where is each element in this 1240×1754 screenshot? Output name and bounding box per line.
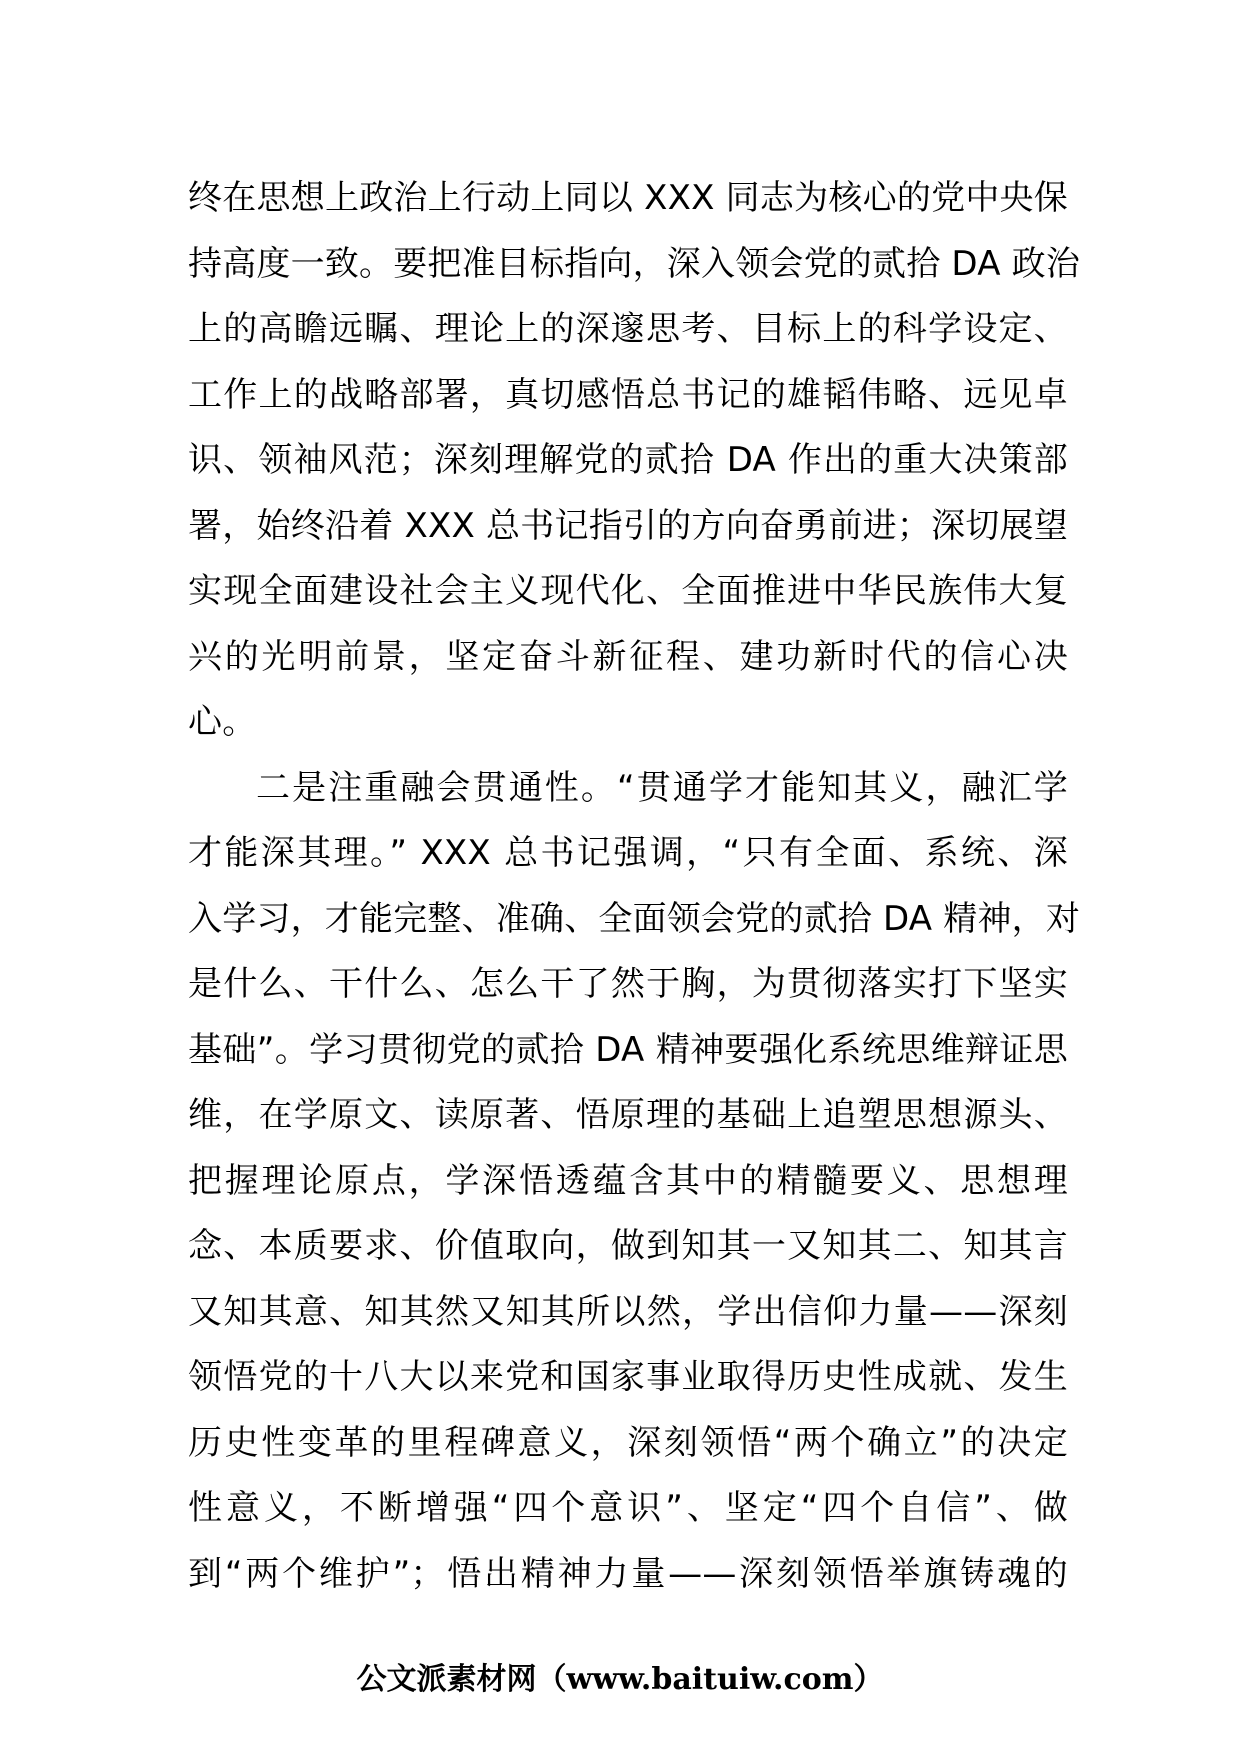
text-line: 历史性变革的里程碑意义，深刻领悟“两个确立”的决定 xyxy=(188,1422,1068,1463)
text-line: 念、本质要求、价值取向，做到知其一又知其二、知其言 xyxy=(188,1226,1068,1266)
text-line: 基础”。学习贯彻党的贰拾 DA 精神要强化系统思维辩证思 xyxy=(188,1029,1068,1070)
text-line: 到“两个维护”；悟出精神力量——深刻领悟举旗铸魂的 xyxy=(188,1553,1068,1594)
text-line: 工作上的战略部署，真切感悟总书记的雄韬伟略、远见卓 xyxy=(188,374,1068,415)
paragraph-start-line: 二是注重融会贯通性。“贯通学才能知其义，融汇学 xyxy=(256,767,1068,808)
footer-source-text: 公文派素材网（www.baituiw.com） xyxy=(356,1662,884,1697)
text-line: 领悟党的十八大以来党和国家事业取得历史性成就、发生 xyxy=(188,1357,1068,1397)
text-line: 兴的光明前景，坚定奋斗新征程、建功新时代的信心决 xyxy=(188,636,1068,677)
text-line: 维，在学原文、读原著、悟原理的基础上追塑思想源头、 xyxy=(188,1095,1068,1135)
text-line: 性意义，不断增强“四个意识”、坚定“四个自信”、做 xyxy=(188,1488,1068,1528)
text-line: 署，始终沿着 XXX 总书记指引的方向奋勇前进；深切展望 xyxy=(188,505,1068,546)
text-line: 才能深其理。” XXX 总书记强调，“只有全面、系统、深 xyxy=(188,833,1068,873)
text-line: 又知其意、知其然又知其所以然，学出信仰力量——深刻 xyxy=(188,1291,1068,1332)
text-line: 持高度一致。要把准目标指向，深入领会党的贰拾 DA 政治 xyxy=(188,243,1081,284)
text-line: 实现全面建设社会主义现代化、全面推进中华民族伟大复 xyxy=(188,571,1068,611)
text-line: 心。 xyxy=(188,702,257,742)
text-line: 入学习，才能完整、准确、全面领会党的贰拾 DA 精神，对 xyxy=(188,898,1081,939)
text-line: 上的高瞻远瞩、理论上的深邃思考、目标上的科学设定、 xyxy=(188,309,1068,349)
body-text xyxy=(188,166,1081,1607)
text-line: 识、领袖风范；深刻理解党的贰拾 DA 作出的重大决策部 xyxy=(188,440,1068,480)
text-line: 终在思想上政治上行动上同以 XXX 同志为核心的党中央保 xyxy=(188,178,1068,218)
text-line: 是什么、干什么、怎么干了然于胸，为贯彻落实打下坚实 xyxy=(188,964,1068,1004)
text-line: 把握理论原点，学深悟透蕴含其中的精髓要义、思想理 xyxy=(188,1160,1068,1201)
